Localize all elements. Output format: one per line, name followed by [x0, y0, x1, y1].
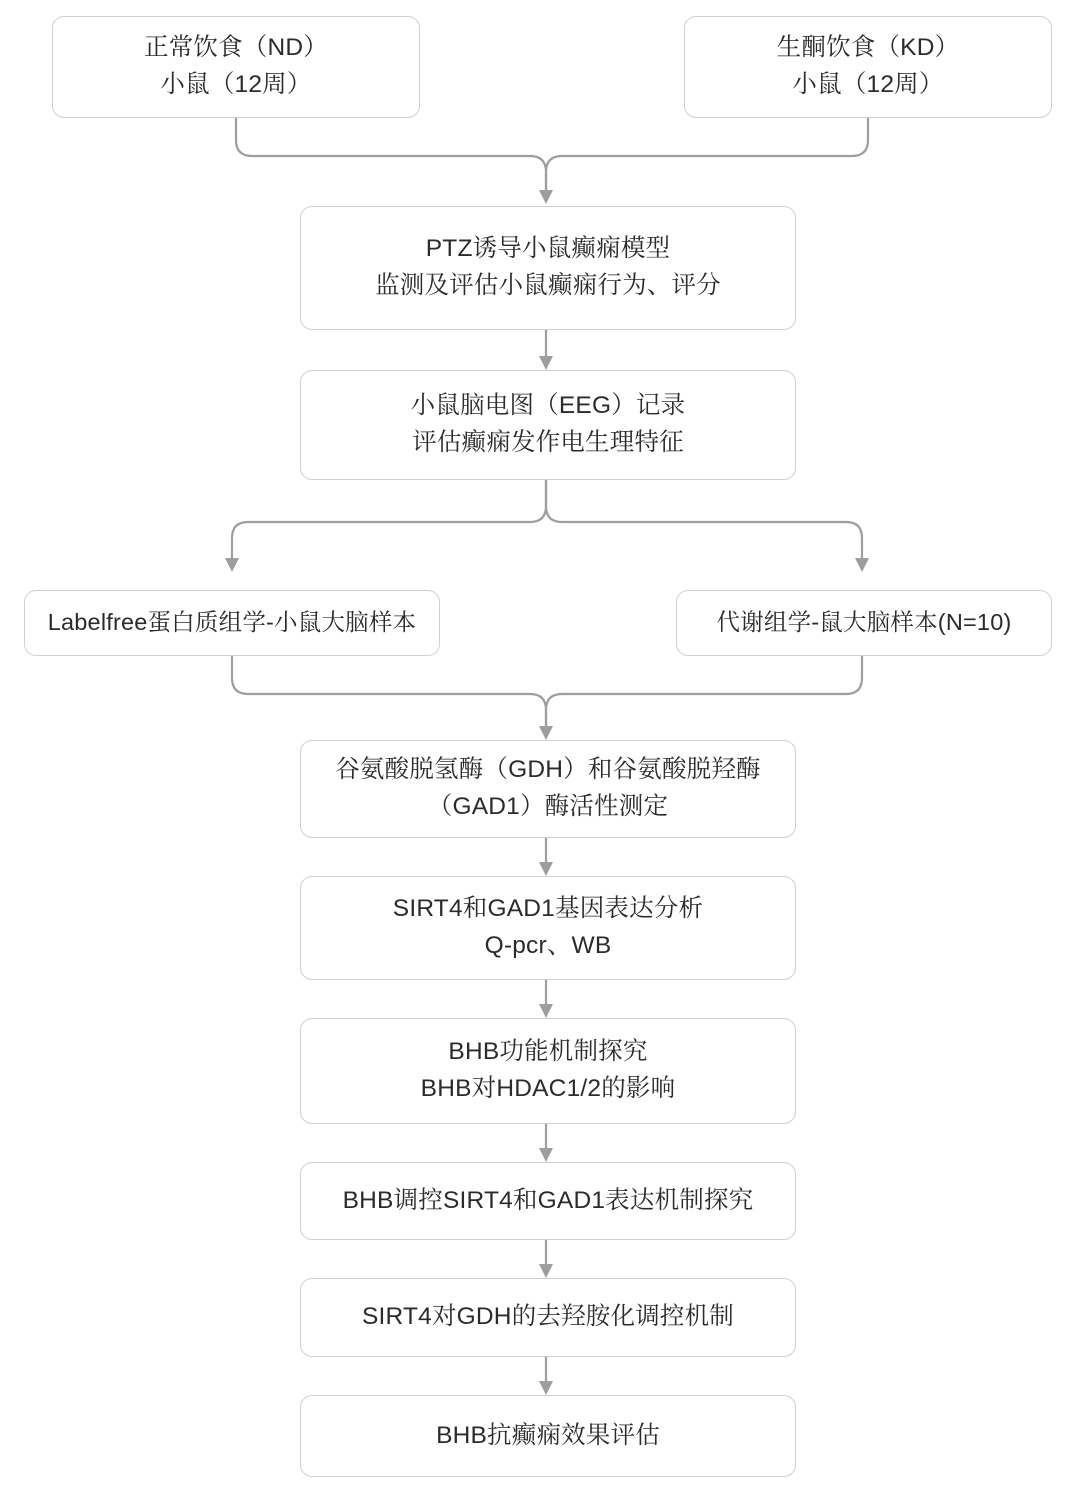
- arrowhead-to-proteomics: [225, 558, 239, 572]
- node-bhb-mechanism[interactable]: [300, 1018, 796, 1124]
- node-nd-mice[interactable]: [52, 16, 420, 118]
- node-kd-mice[interactable]: [684, 16, 1052, 118]
- node-gene-expression[interactable]: [300, 876, 796, 980]
- arrowhead-to-gene: [539, 862, 553, 876]
- node-bhb-regulation-line-1: BHB调控SIRT4和GAD1表达机制探究: [342, 1186, 754, 1214]
- node-proteomics[interactable]: [24, 590, 440, 656]
- connector-eeg-to-metabolomics: [546, 480, 862, 560]
- node-kd-mice-line-2: 小鼠（12周）: [792, 71, 944, 98]
- arrowhead-to-enzyme: [539, 726, 553, 740]
- node-enzyme-activity[interactable]: [300, 740, 796, 838]
- node-enzyme-activity-line-1: 谷氨酸脱氢酶（GDH）和谷氨酸脱羟酶: [335, 756, 761, 784]
- node-enzyme-activity-line-2: （GAD1）酶活性测定: [427, 793, 669, 820]
- node-bhb-efficacy-line-1: BHB抗癫痫效果评估: [436, 1421, 660, 1449]
- node-eeg-line-2: 评估癫痫发作电生理特征: [412, 429, 684, 456]
- node-sirt4-gdh-line-1: SIRT4对GDH的去羟胺化调控机制: [361, 1303, 735, 1331]
- connector-kd-to-ptz: [546, 118, 868, 192]
- connector-nd-to-ptz: [236, 118, 546, 192]
- node-bhb-efficacy[interactable]: [300, 1395, 796, 1477]
- arrowhead-to-efficacy: [539, 1381, 553, 1395]
- node-nd-mice-line-2: 小鼠（12周）: [160, 71, 312, 98]
- node-bhb-regulation[interactable]: [300, 1162, 796, 1240]
- node-gene-expression-line-2: Q-pcr、WB: [484, 932, 612, 959]
- node-gene-expression-line-1: SIRT4和GAD1基因表达分析: [392, 895, 704, 923]
- arrowhead-to-bhbmech: [539, 1004, 553, 1018]
- node-bhb-mechanism-line-1: BHB功能机制探究: [448, 1038, 648, 1066]
- node-metabolomics-line-1: 代谢组学-鼠大脑样本(N=10): [716, 609, 1012, 636]
- node-metabolomics[interactable]: [676, 590, 1052, 656]
- node-bhb-mechanism-line-2: BHB对HDAC1/2的影响: [420, 1075, 676, 1102]
- node-nd-mice-line-1: 正常饮食（ND）: [144, 34, 328, 62]
- node-proteomics-line-1: Labelfree蛋白质组学-小鼠大脑样本: [47, 609, 417, 636]
- connector-proteomics-to-enzyme: [232, 656, 546, 728]
- node-sirt4-gdh[interactable]: [300, 1278, 796, 1357]
- node-kd-mice-line-1: 生酮饮食（KD）: [776, 34, 960, 62]
- arrowhead-to-metabolomics: [855, 558, 869, 572]
- connector-eeg-to-proteomics: [232, 480, 546, 560]
- node-ptz-model-line-1: PTZ诱导小鼠癫痫模型: [425, 235, 671, 263]
- connector-metabolomics-to-enzyme: [546, 656, 862, 728]
- node-eeg[interactable]: [300, 370, 796, 480]
- arrowhead-to-ptz: [539, 190, 553, 204]
- arrowhead-to-sirt4: [539, 1264, 553, 1278]
- arrowhead-to-bhbreg: [539, 1148, 553, 1162]
- node-ptz-model-line-2: 监测及评估小鼠癫痫行为、评分: [375, 272, 721, 299]
- arrowhead-to-eeg: [539, 356, 553, 370]
- node-eeg-line-1: 小鼠脑电图（EEG）记录: [410, 392, 686, 420]
- node-ptz-model[interactable]: [300, 206, 796, 330]
